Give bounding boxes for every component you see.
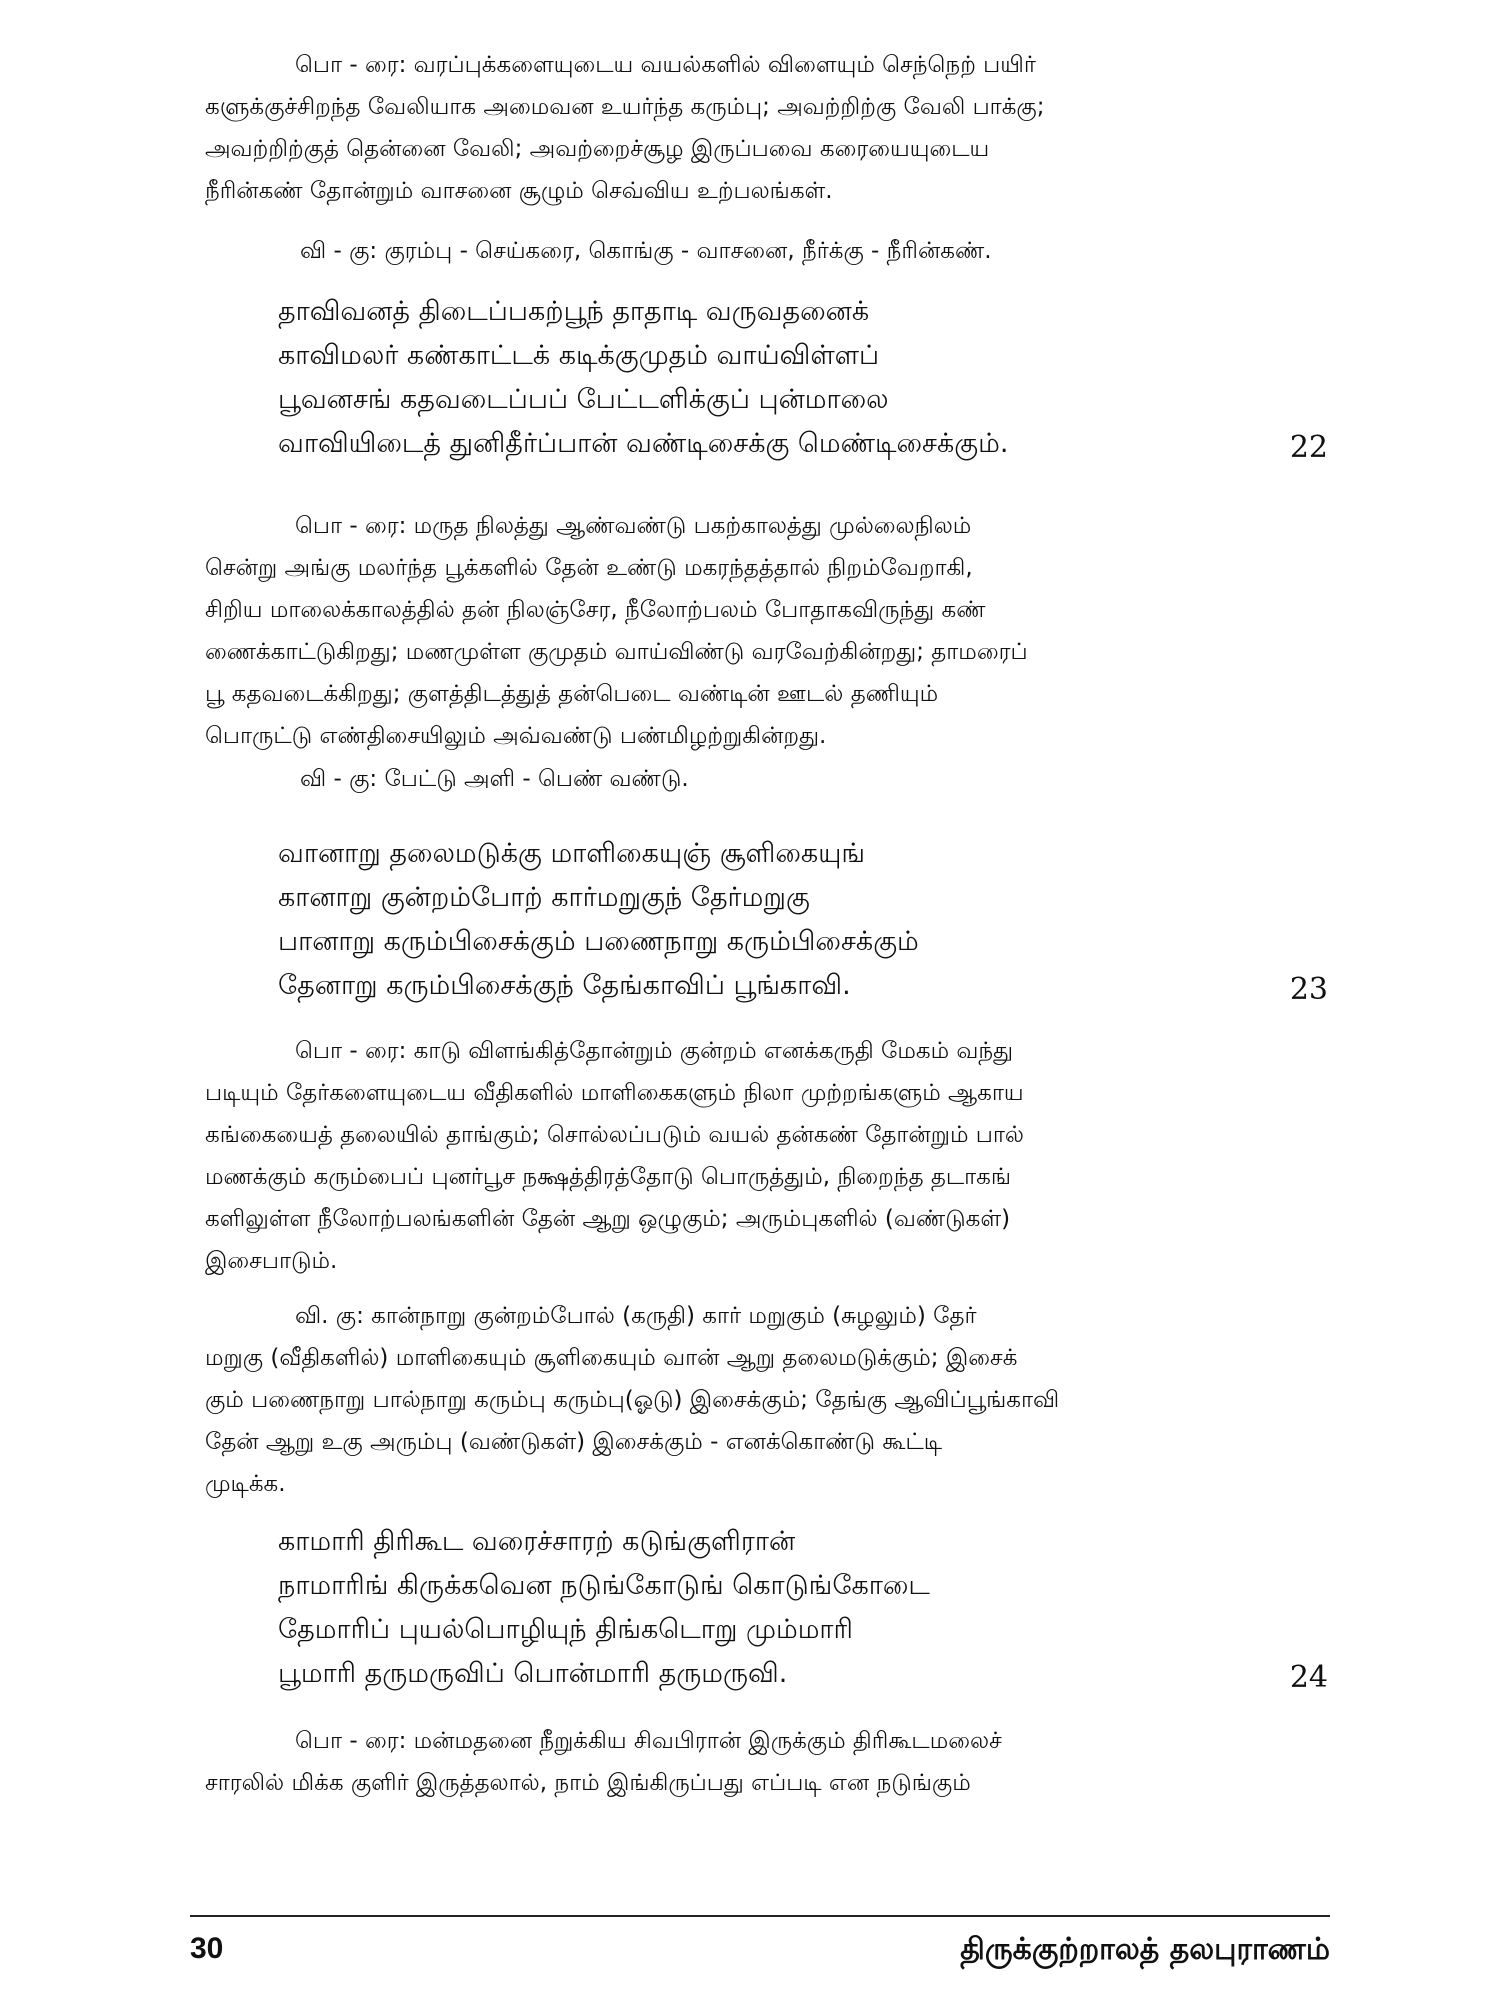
text-line: மணக்கும் கரும்பைப் புனர்பூச நக்ஷத்திரத்தோடு பொருத்தும், நிறைந்த தடாகங் <box>205 1164 1012 1190</box>
text-line: பூ கதவடைக்கிறது; குளத்திடத்துத் தன்பெடை வண்டின் ஊடல் தணியும் <box>205 681 939 707</box>
text-line: இசைபாடும். <box>205 1248 338 1274</box>
commentary-paragraph <box>205 1720 1325 1804</box>
text-line: சிறிய மாலைக்காலத்தில் தன் நிலஞ்சேர, நீலோற்பலம் போதாகவிருந்து கண் <box>205 597 986 623</box>
verse-line: தாவிவனத் திடைப்பகற்பூந் தாதாடி வருவதனைக் <box>278 296 870 327</box>
commentary-paragraph <box>205 44 1325 212</box>
text-line: களுக்குச்சிறந்த வேலியாக அமைவன உயர்ந்த கரும்பு; அவற்றிற்கு வேலி பாக்கு; <box>205 94 1045 120</box>
verse-24 <box>278 1520 1338 1696</box>
verse-line: காமாரி திரிகூட வரைச்சாரற் கடுங்குளிரான் <box>278 1526 796 1557</box>
verse-line: பூவனசங் கதவடைப்பப் பேட்டளிக்குப் புன்மாலை <box>278 384 889 415</box>
verse-number: 22 <box>1289 430 1328 465</box>
text-line: ணைக்காட்டுகிறது; மணமுள்ள குமுதம் வாய்விண்டு வரவேற்கின்றது; தாமரைப் <box>205 639 1028 665</box>
text-line: தேன் ஆறு உகு அரும்பு (வண்டுகள்) இசைக்கும் - எனக்கொண்டு கூட்டி <box>205 1429 943 1455</box>
text-line: அவற்றிற்குத் தென்னை வேலி; அவற்றைச்சூழ இருப்பவை கரையையுடைய <box>205 136 990 162</box>
verse-line: தேனாறு கரும்பிசைக்குந் தேங்காவிப் பூங்காவி. <box>278 970 851 1001</box>
verse-line: காவிமலர் கண்காட்டக் கடிக்குமுதம் வாய்விள்ளப் <box>278 340 880 371</box>
text-line: கும் பணைநாறு பால்நாறு கரும்பு கரும்பு(ஓடு) இசைக்கும்; தேங்கு ஆவிப்பூங்காவி <box>205 1387 1060 1413</box>
commentary-paragraph <box>205 505 1325 757</box>
text-line: களிலுள்ள நீலோற்பலங்களின் தேன் ஆறு ஒழுகும்; அரும்புகளில் (வண்டுகள்) <box>205 1206 1011 1232</box>
running-footer-title: திருக்குற்றாலத் தலபுராணம் <box>960 1932 1330 1967</box>
grammar-note: வி - கு: குரம்பு - செய்கரை, கொங்கு - வாசனை, நீர்க்கு - நீரின்கண். <box>300 238 992 264</box>
text-line: பொ - ரை: மன்மதனை நீறுக்கிய சிவபிரான் இருக்கும் திரிகூடமலைச் <box>295 1728 1002 1754</box>
verse-line: கானாறு குன்றம்போற் கார்மறுகுந் தேர்மறுகு <box>278 882 810 913</box>
text-line: மறுகு (வீதிகளில்) மாளிகையும் சூளிகையும் வான் ஆறு தலைமடுக்கும்; இசைக் <box>205 1345 1018 1371</box>
verse-line: தேமாரிப் புயல்பொழியுந் திங்கடொறு மும்மாரி <box>278 1614 853 1645</box>
text-line: பொ - ரை: வரப்புக்களையுடைய வயல்களில் விளையும் செந்நெற் பயிர் <box>295 52 1036 78</box>
verse-23 <box>278 832 1338 1008</box>
text-line: பொ - ரை: காடு விளங்கித்தோன்றும் குன்றம் எனக்கருதி மேகம் வந்து <box>295 1038 1014 1064</box>
text-line: பொருட்டு எண்திசையிலும் அவ்வண்டு பண்மிழற்றுகின்றது. <box>205 723 827 749</box>
text-line: பொ - ரை: மருத நிலத்து ஆண்வண்டு பகற்காலத்து முல்லைநிலம் <box>295 513 972 539</box>
commentary-paragraph <box>205 1030 1325 1282</box>
text-line: முடிக்க. <box>205 1471 286 1497</box>
verse-line: நாமாரிங் கிருக்கவென நடுங்கோடுங் கொடுங்கோடை <box>278 1570 930 1601</box>
grammar-explanation <box>205 1295 1325 1505</box>
footer-rule <box>190 1915 1330 1917</box>
page-number: 30 <box>190 1932 224 1965</box>
text-line: கங்கையைத் தலையில் தாங்கும்; சொல்லப்படும் வயல் தன்கண் தோன்றும் பால் <box>205 1122 1025 1148</box>
text-line: நீரின்கண் தோன்றும் வாசனை சூழும் செவ்விய உற்பலங்கள். <box>205 178 833 204</box>
text-line: படியும் தேர்களையுடைய வீதிகளில் மாளிகைகளும் நிலா முற்றங்களும் ஆகாய <box>205 1080 1024 1106</box>
verse-22 <box>278 290 1338 466</box>
verse-number: 23 <box>1289 972 1328 1007</box>
verse-line: வாவியிடைத் துனிதீர்ப்பான் வண்டிசைக்கு மெண்டிசைக்கும். <box>278 428 1009 459</box>
verse-line: பூமாரி தருமருவிப் பொன்மாரி தருமருவி. <box>278 1658 788 1689</box>
verse-number: 24 <box>1289 1660 1328 1695</box>
text-line: சென்று அங்கு மலர்ந்த பூக்களில் தேன் உண்டு மகரந்தத்தால் நிறம்வேறாகி, <box>205 555 973 581</box>
grammar-note: வி - கு: பேட்டு அளி - பெண் வண்டு. <box>300 766 689 792</box>
verse-line: பானாறு கரும்பிசைக்கும் பணைநாறு கரும்பிசைக்கும் <box>278 926 919 957</box>
verse-line: வானாறு தலைமடுக்கு மாளிகையுஞ் சூளிகையுங் <box>278 838 865 869</box>
text-line: சாரலில் மிக்க குளிர் இருத்தலால், நாம் இங்கிருப்பது எப்படி என நடுங்கும் <box>205 1770 971 1796</box>
text-line: வி. கு: கான்நாறு குன்றம்போல் (கருதி) கார் மறுகும் (சுழலும்) தேர் <box>295 1303 977 1329</box>
